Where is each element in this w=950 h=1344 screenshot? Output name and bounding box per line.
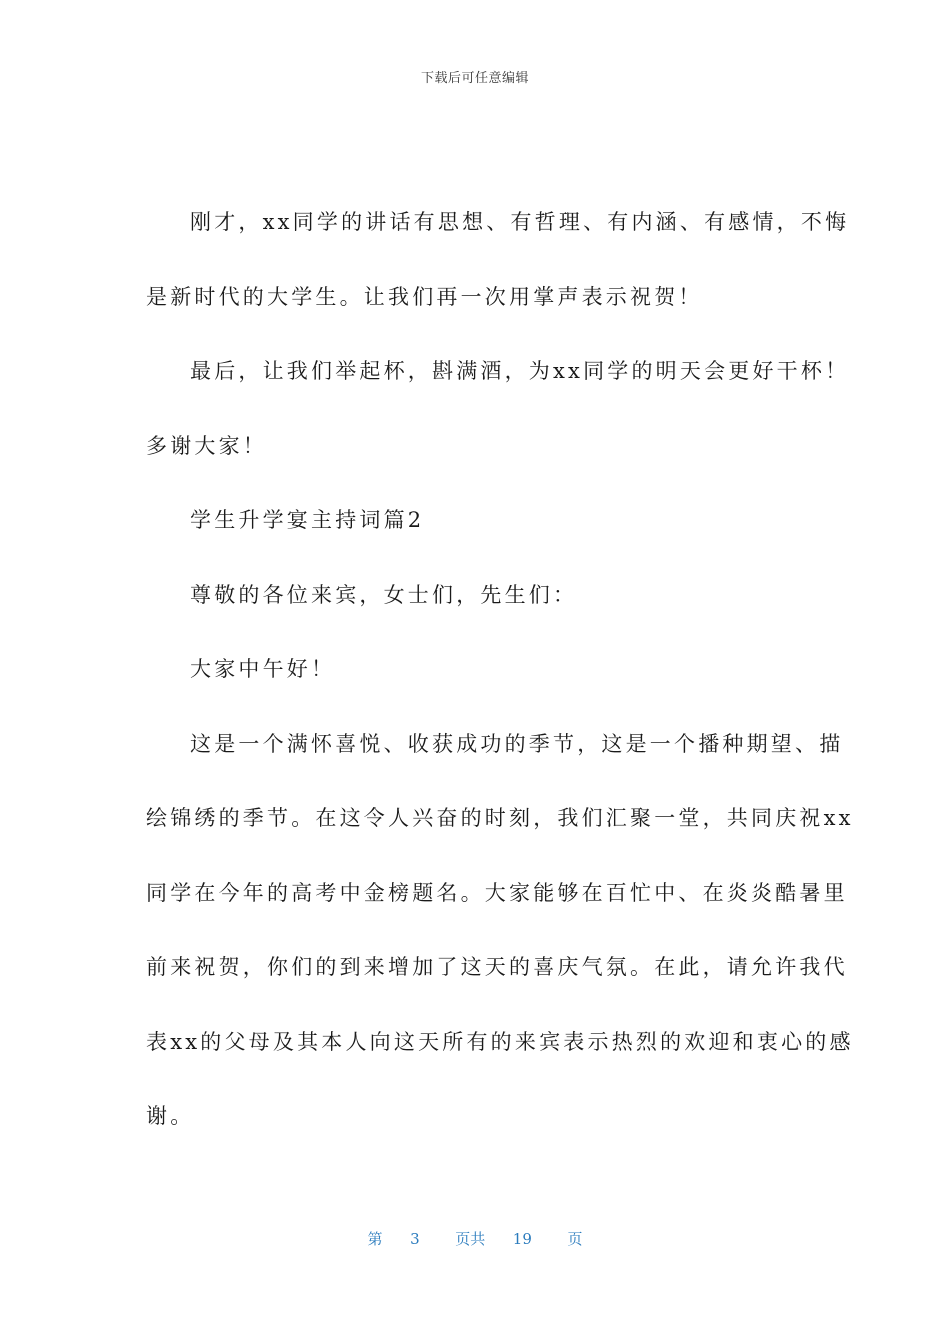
page-mid: 页共 [455, 1230, 486, 1248]
paragraph-line: 绘锦绣的季节。在这令人兴奋的时刻，我们汇聚一堂，共同庆祝xx [146, 806, 854, 830]
paragraph-line: 同学在今年的高考中金榜题名。大家能够在百忙中、在炎炎酷暑里 [146, 880, 848, 905]
page-total: 19 [512, 1230, 532, 1248]
paragraph-line: 谢。 [146, 1104, 195, 1128]
document-body [146, 200, 854, 1169]
page-footer [0, 1228, 950, 1249]
paragraph-line: 是新时代的大学生。让我们再一次用掌声表示祝贺！ [146, 284, 703, 309]
page-number: 3 [410, 1230, 420, 1248]
greeting-line: 大家中午好！ [190, 657, 336, 681]
section-heading: 学生升学宴主持词篇2 [190, 508, 425, 532]
page-header: 下载后可任意编辑 [420, 71, 529, 86]
page-prefix: 第 [367, 1230, 383, 1248]
paragraph-line: 最后，让我们举起杯，斟满酒，为xx同学的明天会更好干杯！ [190, 359, 850, 383]
paragraph-line: 前来祝贺，你们的到来增加了这天的喜庆气氛。在此，请允许我代 [146, 955, 848, 979]
page-suffix: 页 [567, 1230, 583, 1248]
paragraph-line: 刚才，xx同学的讲话有思想、有哲理、有内涵、有感情，不悔 [190, 210, 850, 234]
paragraph-line: 这是一个满怀喜悦、收获成功的季节，这是一个播种期望、描 [190, 731, 844, 756]
paragraph-line: 多谢大家！ [146, 433, 267, 458]
salutation-line: 尊敬的各位来宾，女士们，先生们： [190, 582, 578, 607]
paragraph-line: 表xx的父母及其本人向这天所有的来宾表示热烈的欢迎和衷心的感 [146, 1029, 854, 1054]
